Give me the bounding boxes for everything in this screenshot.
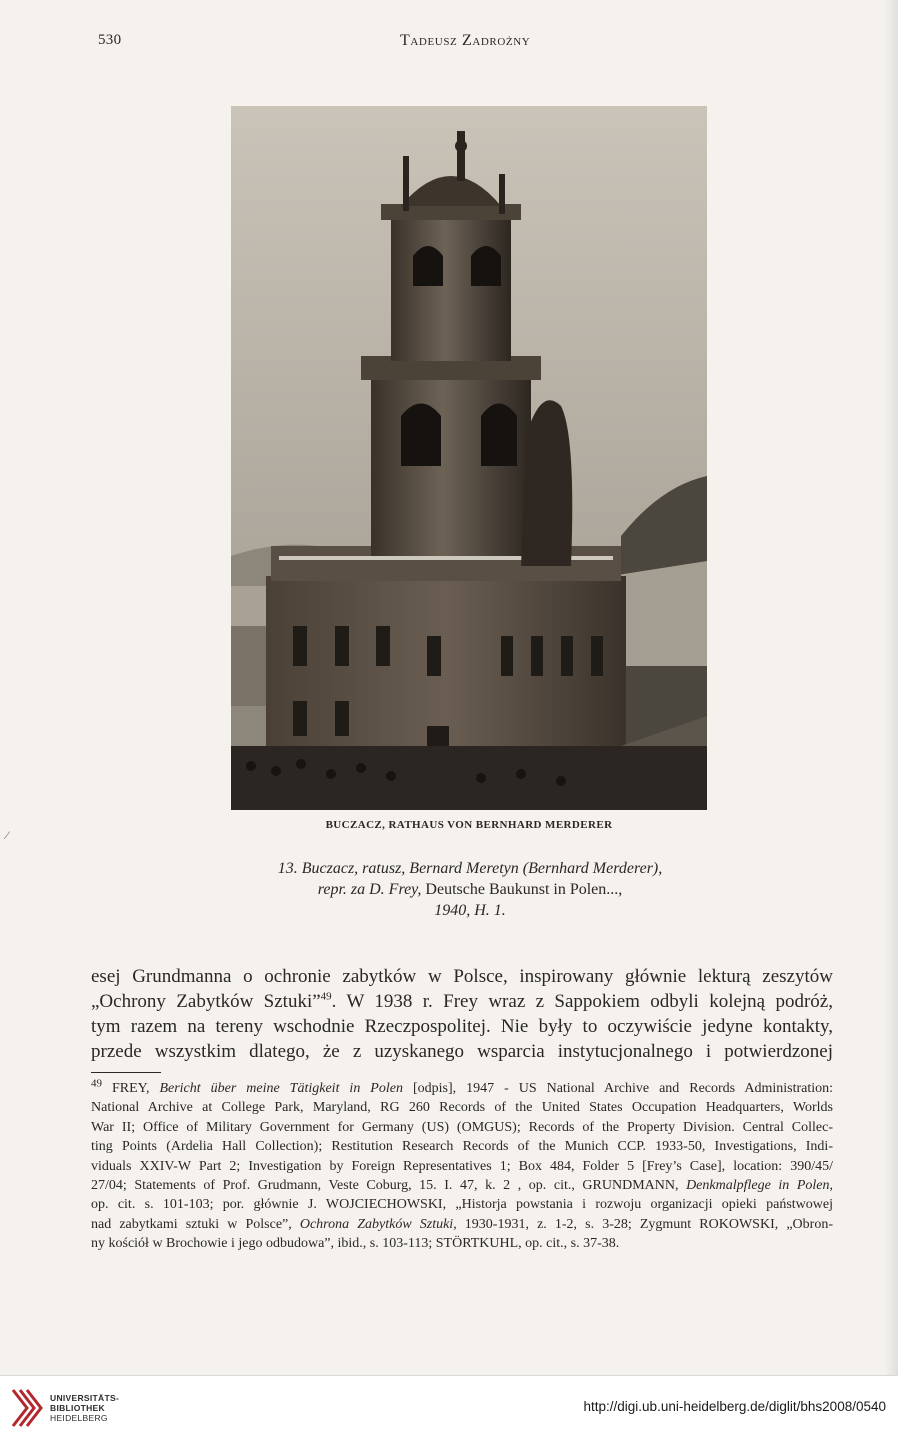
footnote-l1-rest: [odpis], 1947 - US National Archive and Records Administration: (402, 1081, 833, 1096)
photo-printed-caption: BUCZACZ, RATHAUS VON BERNHARD MERDERER (325, 819, 613, 831)
footnote-line-2: National Archive at College Park, Maryland, RG 260 Records of the United States Occupation Headquarters, Worlds (91, 1100, 833, 1116)
body-line-2-b: . W 1938 r. Frey wraz z Sappokiem odbyli kolejną podróż, (331, 991, 833, 1012)
caption-line-2-prefix: repr. za D. Frey, (317, 881, 426, 898)
caption-line-2-title: Deutsche Baukunst in Polen..., (425, 881, 623, 898)
logo-line-3: HEIDELBERG (50, 1413, 108, 1423)
page-edge-shadow (884, 0, 898, 1375)
body-line-3: tym razem na tereny wschodnie Rzeczpospolitej. Nie były to oczywiście jedyne kontakty, (91, 1016, 833, 1037)
footnote-49 (91, 1079, 833, 1254)
footnote-author: FREY, (102, 1081, 160, 1096)
footnote-number: 49 (91, 1079, 102, 1090)
library-logo-icon (10, 1386, 44, 1430)
footnote-line-9: ny kościół w Brochowie i jego odbudowa”, ibid., s. 103-113; STÖRTKUHL, op. cit., s. 37-38. (91, 1236, 620, 1252)
body-line-1: esej Grundmanna o ochronie zabytków w Polsce, inspirowany głównie lekturą zeszytów (91, 966, 833, 987)
body-paragraph (91, 964, 833, 1064)
footnote-title: Bericht über meine Tätigkeit in Polen (159, 1081, 403, 1096)
logo-line-1: UNIVERSITÄTS- (50, 1393, 120, 1403)
footnote-l8-title: Ochrona Zabytków Sztuki (299, 1216, 454, 1232)
footnote-divider (91, 1072, 161, 1073)
body-line-2 (91, 989, 833, 1014)
footnote-line-6 (91, 1176, 833, 1195)
footnote-ref-49[interactable]: 49 (320, 990, 332, 1003)
body-line-2-a: „Ochrony Zabytków Sztuki” (91, 991, 321, 1012)
digitization-footer (0, 1375, 898, 1440)
library-logo[interactable] (10, 1386, 120, 1430)
footnote-l6-a: 27/04; Statements of Prof. Grudmann, Veste Coburg, 15. I. 47, k. 2 , op. cit., GRUNDMANN, (91, 1178, 687, 1194)
running-head: Tadeusz Zadrożny (400, 32, 531, 49)
library-logo-text (50, 1393, 119, 1423)
figure-caption (170, 858, 770, 921)
logo-line-2: BIBLIOTHEK (50, 1403, 105, 1413)
footnote-l6-title: Denkmalpflege in Polen (686, 1178, 830, 1194)
footnote-line-7: op. cit. s. 101-103; por. głównie J. WOJCIECHOWSKI, „Historja powstania i rozwoju organizacji opieki państwowej (91, 1197, 833, 1213)
figure-photo-town-hall (231, 106, 707, 810)
footnote-l8-a: nad zabytkami sztuki w Polsce”, (91, 1216, 300, 1232)
footnote-line-3: War II; Office of Military Government for Germany (US) (OMGUS); Records of the Property Division. Central Collec- (91, 1119, 833, 1135)
caption-line-1: 13. Buczacz, ratusz, Bernard Meretyn (Bernhard Merderer), (277, 860, 663, 877)
footnote-l8-b: , 1930-1931, z. 1-2, s. 3-28; Zygmunt ROKOWSKI, „Obron- (453, 1216, 833, 1232)
caption-line-3: 1940, H. 1. (434, 902, 506, 919)
footnote-line-8 (91, 1215, 833, 1234)
page-header (0, 30, 898, 54)
page-edge-mark: ⁄ (6, 828, 9, 842)
body-line-4: przede wszystkim dlatego, że z uzyskanego wsparcia instytucjonalnego i potwierdzonej (91, 1041, 833, 1062)
town-hall-photo-illustration (231, 106, 707, 810)
footnote-line-1 (91, 1079, 833, 1098)
permalink-url[interactable]: http://digi.ub.uni-heidelberg.de/diglit/bhs2008/0540 (583, 1399, 886, 1414)
footnote-l6-b: , (829, 1178, 833, 1194)
footnote-line-4: ting Points (Ardelia Hall Collection); Restitution Research Records of the Munich CCP. 1933-50, Investigations, Indi- (91, 1139, 833, 1155)
page-number: 530 (98, 32, 122, 48)
footnote-line-5: viduals XXIV-W Part 2; Investigation by Foreign Representatives 1; Box 484, Folder 5 [Frey’s Case], location: 390/45/ (91, 1158, 833, 1174)
